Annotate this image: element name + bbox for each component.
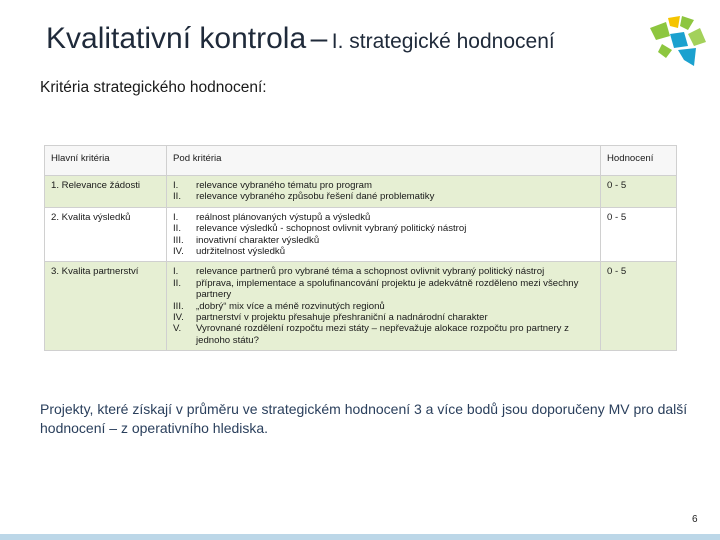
criteria-subtitle: Kritéria strategického hodnocení: <box>40 79 267 96</box>
sub-criterion-text: partnerství v projektu přesahuje přeshraniční a nadnárodní charakter <box>196 312 488 324</box>
program-logo <box>648 14 708 70</box>
sub-criterion-number: IV. <box>173 246 184 258</box>
sub-criterion-text: relevance výsledků - schopnost ovlivnit vybraný politický nástroj <box>196 223 467 235</box>
sub-criterion-text: udržitelnost výsledků <box>196 246 286 258</box>
sub-criterion <box>173 223 595 234</box>
header-rating: Hodnocení <box>601 146 677 176</box>
sub-criterion <box>173 235 595 246</box>
table-header-row <box>45 146 677 176</box>
sub-criterion <box>173 246 595 257</box>
sub-criterion-number: III. <box>173 300 184 312</box>
table-row <box>45 207 677 262</box>
sub-criterion-number: II. <box>173 277 181 289</box>
sub-criterion-text: inovativní charakter výsledků <box>196 234 320 246</box>
sub-criterion <box>173 312 595 323</box>
sub-criterion-text: relevance partnerů pro vybrané téma a schopnost ovlivnit vybraný politický nástroj <box>196 266 545 278</box>
slide-title <box>46 22 555 56</box>
sub-criterion-number: III. <box>173 234 184 246</box>
header-main-criteria: Hlavní kritéria <box>45 146 167 176</box>
sub-criterion-number: II. <box>173 191 181 203</box>
logo-shape-blue-mid <box>670 32 688 48</box>
sub-criteria-list <box>167 262 601 351</box>
slide-title-dash: – <box>310 22 328 55</box>
sub-criterion <box>173 301 595 312</box>
sub-criterion-text: reálnost plánovaných výstupů a výsledků <box>196 211 371 223</box>
slide-title-main: Kvalitativní kontrola <box>46 22 307 55</box>
main-criterion: 2. Kvalita výsledků <box>45 207 167 262</box>
sub-criterion-number: V. <box>173 323 182 335</box>
sub-criterion <box>173 323 595 346</box>
sub-criterion <box>173 266 595 277</box>
sub-criterion-text: příprava, implementace a spolufinancování projektu je adekvátně rozděleno mezi všechny partnery <box>196 277 579 301</box>
main-criterion: 3. Kvalita partnerství <box>45 262 167 351</box>
logo-shape-green-small <box>658 44 672 58</box>
criteria-table <box>44 145 677 351</box>
main-criterion: 1. Relevance žádosti <box>45 176 167 208</box>
logo-shape-green-top <box>680 16 694 30</box>
logo-shape-blue-bottom <box>678 48 696 66</box>
recommendation-note: Projekty, které získají v průměru ve strategickém hodnocení 3 a více bodů jsou doporučeny MV pro další hodnocení – z operativního hlediska. <box>40 401 688 436</box>
sub-criterion-text: relevance vybraného způsobu řešení dané problematiky <box>196 191 435 203</box>
sub-criterion-text: Vyrovnané rozdělení rozpočtu mezi státy – nepřevažuje alokace rozpočtu pro partnery z jednoho státu? <box>196 323 569 346</box>
bottom-bar <box>0 534 720 540</box>
slide-title-sub: I. strategické hodnocení <box>331 30 555 53</box>
table-row <box>45 262 677 351</box>
sub-criterion-number: I. <box>173 180 179 191</box>
sub-criterion <box>173 180 595 191</box>
sub-criterion <box>173 278 595 301</box>
sub-criteria-list <box>167 176 601 208</box>
logo-shape-green-left <box>650 22 670 40</box>
sub-criteria-list <box>167 207 601 262</box>
logo-shape-yellow <box>668 16 680 28</box>
sub-criterion-text: relevance vybraného tématu pro program <box>196 180 372 191</box>
sub-criterion-number: II. <box>173 223 181 235</box>
sub-criterion-text: „dobrý“ mix více a méně rozvinutých regionů <box>196 300 385 312</box>
logo-shape-green-right <box>688 28 706 46</box>
rating-value: 0 - 5 <box>601 176 677 208</box>
sub-criterion-number: I. <box>173 211 179 223</box>
sub-criterion-number: I. <box>173 266 179 278</box>
page-number: 6 <box>692 514 698 525</box>
sub-criterion <box>173 212 595 223</box>
rating-value: 0 - 5 <box>601 262 677 351</box>
rating-value: 0 - 5 <box>601 207 677 262</box>
table-row <box>45 176 677 208</box>
sub-criterion <box>173 191 595 202</box>
header-sub-criteria: Pod kritéria <box>167 146 601 176</box>
sub-criterion-number: IV. <box>173 312 184 324</box>
